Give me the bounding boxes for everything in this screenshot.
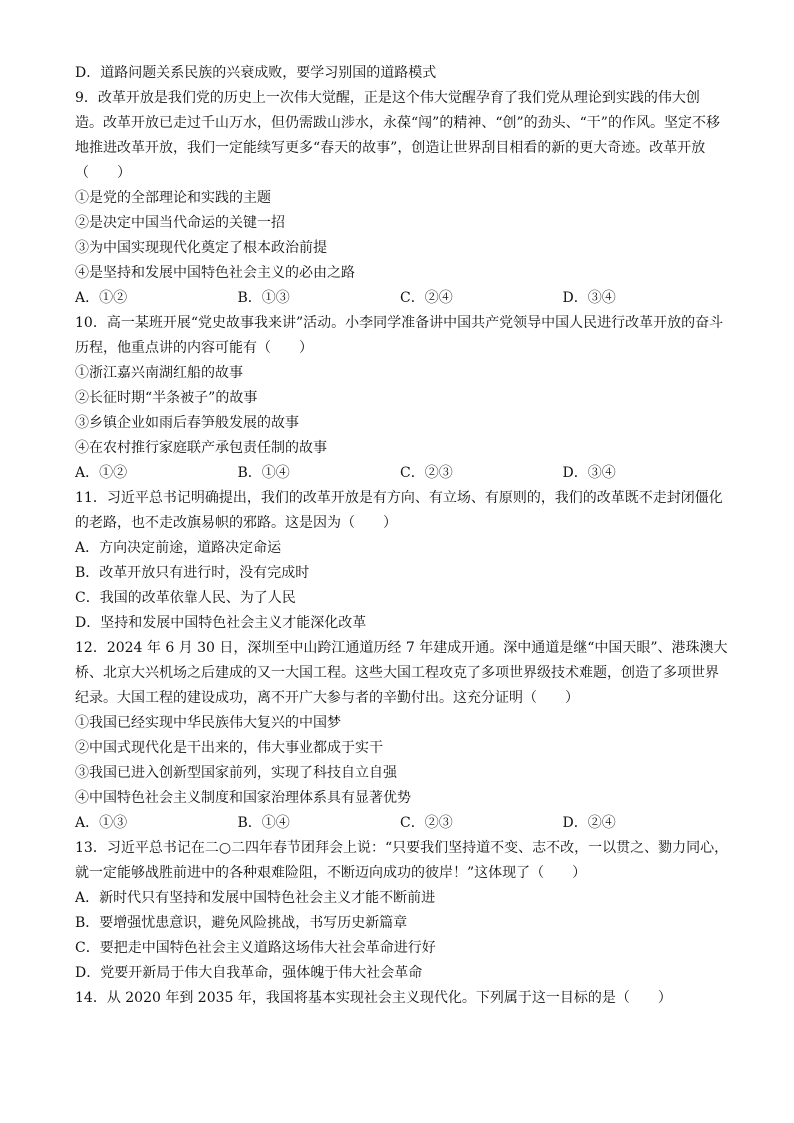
answer-options-q12 (75, 811, 725, 836)
answer-option: A．①② (75, 290, 128, 306)
option-line: A．新时代只有坚持和发展中国特色社会主义才能不断前进 (75, 890, 436, 906)
question-12-stem: 12．2024 年 6 月 30 日，深圳至中山跨江通道历经 7 年建成开通。深中通道是继“中国天眼”、港珠澳大 (75, 640, 728, 656)
answer-option: C．②③ (400, 815, 453, 831)
question-9-blank: （ ） (75, 165, 131, 181)
answer-option: D．③④ (562, 465, 616, 481)
statement-item: ①我国已经实现中华民族伟大复兴的中国梦 (75, 715, 341, 731)
option-line: D．坚持和发展中国特色社会主义才能深化改革 (75, 615, 367, 631)
statement-item: ②是决定中国当代命运的关键一招 (75, 215, 285, 231)
option-line: B．改革开放只有进行时，没有完成时 (75, 565, 310, 581)
statement-item: ①是党的全部理论和实践的主题 (75, 190, 271, 206)
question-10-stem: 历程，他重点讲的内容可能有（ ） (75, 340, 313, 356)
option-line: C．要把走中国特色社会主义道路这场伟大社会革命进行好 (75, 940, 436, 956)
statement-item: ③为中国实现现代化奠定了根本政治前提 (75, 240, 327, 256)
statement-item: ③乡镇企业如雨后春笋般发展的故事 (75, 415, 299, 431)
statement-item: ④是坚持和发展中国特色社会主义的必由之路 (75, 265, 355, 281)
question-14-stem: 14．从 2020 年到 2035 年，我国将基本实现社会主义现代化。下列属于这一目标的是（ ） (75, 990, 672, 1006)
answer-option: A．①② (75, 465, 128, 481)
option-line: A．方向决定前途，道路决定命运 (75, 540, 282, 556)
statement-item: ②长征时期“半条被子”的故事 (75, 390, 258, 406)
question-12-stem: 桥、北京大兴机场之后建成的又一大国工程。这些大国工程攻克了多项世界级技术难题，创造了多项世界 (75, 665, 719, 681)
answer-option: C．②④ (400, 290, 453, 306)
option-line: B．要增强忧患意识，避免风险挑战，书写历史新篇章 (75, 915, 408, 931)
question-11-stem: 11．习近平总书记明确提出，我们的改革开放是有方向、有立场、有原则的，我们的改革既不走封闭僵化 (75, 490, 723, 506)
answer-option: C．②③ (400, 465, 453, 481)
answer-option: B．①④ (237, 815, 290, 831)
page-content (75, 61, 729, 1011)
statement-item: ②中国式现代化是干出来的，伟大事业都成于实干 (75, 740, 383, 756)
option-line: D．道路问题关系民族的兴衰成败，要学习别国的道路模式 (75, 65, 437, 81)
statement-item: ④在农村推行家庭联产承包责任制的故事 (75, 440, 327, 456)
statement-item: ③我国已进入创新型国家前列，实现了科技自立自强 (75, 765, 397, 781)
answer-options-q10 (75, 461, 725, 486)
answer-option: D．③④ (562, 290, 616, 306)
question-11-stem: 的老路，也不走改旗易帜的邪路。这是因为（ ） (75, 515, 397, 531)
question-9-stem: 9．改革开放是我们党的历史上一次伟大觉醒，正是这个伟大觉醒孕育了我们党从理论到实践的伟大创 (75, 90, 700, 106)
statement-item: ①浙江嘉兴南湖红船的故事 (75, 365, 243, 381)
answer-option: D．②④ (562, 815, 616, 831)
question-13-stem: 就一定能够战胜前进中的各种艰难险阻，不断迈向成功的彼岸！”这体现了（ ） (75, 865, 587, 881)
question-13-stem: 13．习近平总书记在二○二四年春节团拜会上说：“只要我们坚持道不变、志不改，一以贯之、勠力同心， (75, 840, 729, 856)
question-12-stem: 纪录。大国工程的建设成功，离不开广大参与者的辛勤付出。这充分证明（ ） (75, 690, 579, 706)
answer-option: B．①③ (237, 290, 290, 306)
statement-item: ④中国特色社会主义制度和国家治理体系具有显著优势 (75, 790, 411, 806)
question-9-stem: 造。改革开放已走过千山万水，但仍需跋山涉水，永葆“闯”的精神、“创”的劲头、“干”的作风。坚定不移 (75, 115, 720, 131)
question-10-stem: 10．高一某班开展“党史故事我来讲”活动。小李同学准备讲中国共产党领导中国人民进行改革开放的奋斗 (75, 315, 724, 331)
answer-option: A．①③ (75, 815, 128, 831)
answer-options-q9 (75, 286, 725, 311)
option-line: C．我国的改革依靠人民、为了人民 (75, 590, 296, 606)
option-line: D．党要开新局于伟大自我革命，强体魄于伟大社会革命 (75, 965, 423, 981)
answer-option: B．①④ (237, 465, 290, 481)
question-9-stem: 地推进改革开放，我们一定能续写更多“春天的故事”，创造让世界刮目相看的新的更大奇迹。改革开放 (75, 140, 706, 156)
